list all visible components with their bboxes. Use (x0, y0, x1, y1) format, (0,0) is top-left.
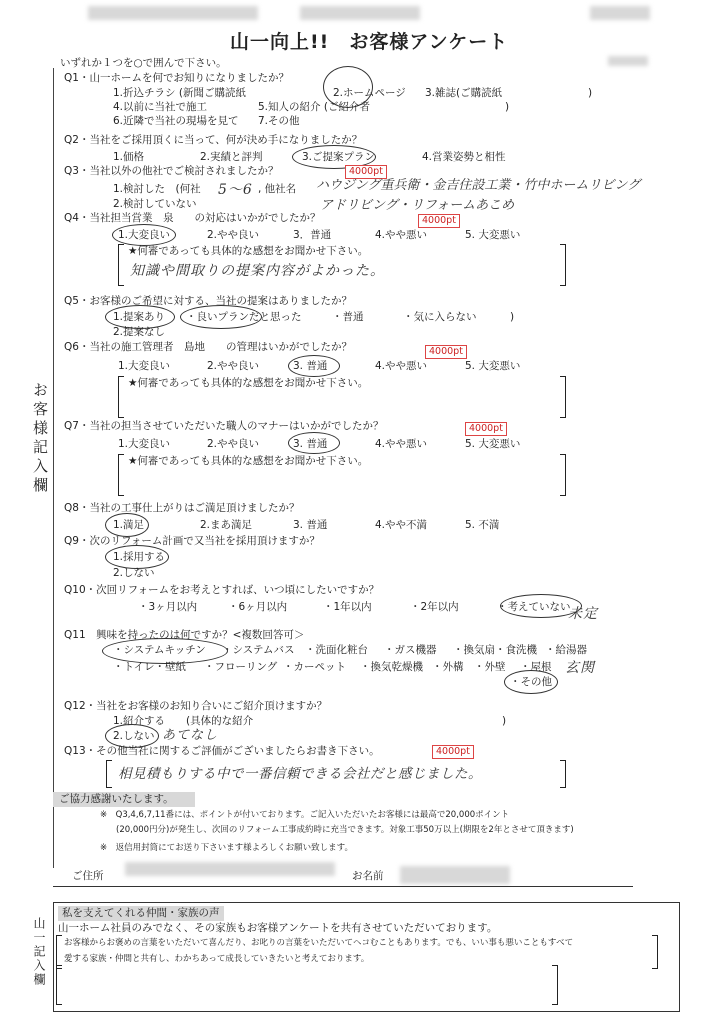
q5-option-1c: ・気に入らない (403, 311, 477, 323)
q5-option-1a: ・良いプランだと思った (186, 311, 302, 323)
q1-option-6: 6.近隣で当社の現場を見て (113, 115, 239, 127)
redacted-header-mid (300, 6, 420, 20)
q7-bracket-right (560, 454, 566, 496)
q2-option-4: 4.営業姿勢と相性 (422, 151, 506, 163)
q7-option-3: 3. 普通 (293, 438, 328, 450)
q13-question: Q13・その他当社に関するご評価がございましたらお書き下さい。 (64, 745, 380, 757)
q11-row2-item-8: ・その他 (510, 676, 552, 688)
q9-question: Q9・次のリフォーム計画で又当社を採用頂けますか？ (64, 535, 320, 547)
q5-answer-circle-2 (180, 305, 262, 329)
q11-row2-item-1: ・トイレ・壁紙 (113, 661, 186, 673)
q3-handwritten-companies-2: アドリビング・リフォームあこめ (320, 198, 515, 213)
q4-option-2: 2.やや良い (207, 229, 260, 241)
redacted-address (125, 862, 335, 876)
instruction: いずれか１つを○で囲んで下さい。 (60, 57, 227, 69)
q12-handwritten-note: あてなし (162, 728, 219, 743)
q9-option-2: 2.しない (113, 567, 155, 579)
q1-option-5: 5.知人の紹介 (ご紹介者 (258, 101, 370, 113)
q4-handwritten-comment: 知識や間取りの提案内容がよかった。 (130, 263, 385, 279)
note-1: ※ Q3,4,6,7,11番には、ポイントが付いております。ご記入いただいたお客様には最高で20,000ポイント (100, 810, 510, 820)
voice-reply-bracket-right (552, 965, 558, 1005)
q4-option-3: 3．普通 (293, 229, 332, 241)
q10-option-5: ・考えていない (497, 601, 571, 613)
q5-option-1b: ・普通 (332, 311, 364, 323)
q7-option-2: 2.やや良い (207, 438, 260, 450)
q11-question: Q11 興味を持ったのは何ですか？<複数回答可＞ (64, 629, 305, 641)
q1-close-2: ) (505, 101, 510, 113)
q10-option-1: ・3ヶ月以内 (138, 601, 198, 613)
q5-question: Q5・お客様のご希望に対する、当社の提案はありましたか？ (64, 295, 352, 307)
q12-option-2: 2.しない (113, 730, 155, 742)
q4-answer-circle (112, 224, 176, 246)
redacted-header-left (88, 6, 258, 20)
q13-points-tag: 4000pt (432, 745, 474, 759)
side-label-customer: お客様記入欄 (31, 382, 49, 496)
q11-row1-item-4: ・ガス機器 (384, 644, 437, 656)
voice-title: 私を支えてくれる仲間・家族の声 (58, 906, 224, 921)
q9-answer-circle (105, 545, 169, 569)
q11-answer-circle-2 (504, 670, 558, 694)
q10-option-3: ・1年以内 (323, 601, 372, 613)
q11-row1-item-2: ・システムバス (222, 644, 295, 656)
q1-close-1: ) (588, 87, 593, 99)
q7-question: Q7・当社の担当させていただいた職人のマナーはいかがでしたか？ (64, 420, 384, 432)
q7-option-4: 4.やや悪い (375, 438, 428, 450)
thanks-banner: ご協力感謝いたします。 (53, 792, 195, 807)
q7-points-tag: 4000pt (465, 422, 507, 436)
q3-option-2: 2.検討していない (113, 198, 197, 210)
q6-question: Q6・当社の施工管理者 島地 の管理はいかがでしたか？ (64, 341, 352, 353)
q13-handwritten-comment: 相見積もりする中で一番信頼できる会社だと感じました。 (118, 766, 482, 782)
voice-reply-bracket-left (56, 965, 62, 1005)
q6-option-1: 1.大変良い (118, 360, 171, 372)
q8-option-2: 2.まあ満足 (200, 519, 253, 531)
q10-option-4: ・2年以内 (410, 601, 459, 613)
q4-option-5: 5. 大変悪い (465, 229, 521, 241)
q6-option-4: 4.やや悪い (375, 360, 428, 372)
q8-option-4: 4.やや不満 (375, 519, 428, 531)
address-underline (53, 886, 633, 887)
name-label: お名前 (352, 870, 384, 882)
q4-bracket-right (560, 244, 566, 286)
q12-option-1: 1.紹介する (具体的な紹介 (113, 715, 254, 727)
q4-comment-prompt: ★何審であっても具体的な感想をお聞かせ下さい。 (128, 245, 369, 257)
q11-row1-item-6: ・給湯器 (545, 644, 587, 656)
q11-row1-item-1: ・システムキッチン (113, 644, 206, 656)
q12-close: ) (502, 715, 507, 727)
q6-option-2: 2.やや良い (207, 360, 260, 372)
redacted-header-right (590, 6, 650, 20)
q12-question: Q12・当社をお客様のお知り合いにご紹介頂けますか？ (64, 700, 328, 712)
q10-option-2: ・6ヶ月以内 (228, 601, 288, 613)
voice-body-2: 愛する家族・仲間と共有し、わかちあって成長していきたいと考えております。 (64, 954, 370, 964)
voice-bracket-right (652, 935, 658, 969)
q1-option-1: 1.折込チラシ (新聞ご購読紙 (113, 87, 246, 99)
q4-option-1: 1.大変良い (118, 229, 171, 241)
q3-question: Q3・当社以外の他社でご検討されましたか？ (64, 165, 279, 177)
voice-bracket-left (56, 935, 62, 969)
q6-option-3: 3. 普通 (293, 360, 328, 372)
q5-option-1: 1.提案あり (113, 311, 166, 323)
q5-close: ) (510, 311, 515, 323)
q2-option-3: 3.ご提案プラン (302, 151, 376, 163)
q9-option-1: 1.採用する (113, 551, 166, 563)
q6-points-tag: 4000pt (425, 345, 467, 359)
q13-bracket-right (560, 760, 566, 788)
q1-option-2: 2.ホームページ (333, 87, 406, 99)
q4-points-tag: 4000pt (418, 214, 460, 228)
voice-body-1: お客様からお褒めの言葉をいただいて喜んだり、お叱りの言葉をいただいてヘコむこともあります。でも、いい事も悪いこともすべて (64, 938, 574, 948)
q6-bracket-right (560, 376, 566, 418)
redacted-code (608, 56, 648, 66)
q13-bracket-left (106, 760, 112, 788)
redacted-name (400, 866, 510, 884)
q11-row1-item-3: ・洗面化粧台 (305, 644, 368, 656)
q2-option-1: 1.価格 (113, 151, 145, 163)
q10-question: Q10・次回リフォームをお考えとすれば、いつ頃にしたいですか？ (64, 584, 380, 596)
q3-option-1: 1.検討した (何社 (113, 183, 201, 195)
q6-comment-prompt: ★何審であっても具体的な感想をお聞かせ下さい。 (128, 377, 369, 389)
note-2: (20,000円分)が発生し、次回のリフォーム工事成約時に充当できます。対象工事50万以上(期限を2年とさせて頂きます) (116, 825, 574, 835)
page-title: 山一向上!! お客様アンケート (230, 31, 509, 53)
q11-row2-item-2: ・フローリング (204, 661, 278, 673)
address-label: ご住所 (72, 870, 104, 882)
q11-row2-item-7: ・屋根 (520, 661, 552, 673)
side-label-company: 山一記入欄 (32, 917, 46, 987)
q11-row2-item-6: ・外壁 (474, 661, 506, 673)
q8-option-1: 1.満足 (113, 519, 145, 531)
q7-comment-prompt: ★何審であっても具体的な感想をお聞かせ下さい。 (128, 455, 369, 467)
voice-intro: 山一ホーム社員のみでなく、その家族もお客様アンケートを共有させていただいております。 (58, 922, 498, 934)
q3-points-tag: 4000pt (345, 165, 387, 179)
q10-handwritten-note: 未定 (568, 606, 598, 622)
q4-question: Q4・当社担当営業 泉 の対応はいかがでしたか？ (64, 212, 321, 224)
q6-answer-circle (288, 355, 340, 377)
q3-handwritten-companies-1: ハウジング重兵衛・金吉住設工業・竹中ホームリビング (316, 178, 641, 193)
q7-option-1: 1.大変良い (118, 438, 171, 450)
q4-bracket-left (118, 244, 124, 286)
q1-option-3: 3.雑誌(ご購読紙 (425, 87, 503, 99)
q7-option-5: 5. 大変悪い (465, 438, 521, 450)
q1-option-7: 7.その他 (258, 115, 300, 127)
q8-option-5: 5. 不満 (465, 519, 500, 531)
q1-option-4: 4.以前に当社で施工 (113, 101, 208, 113)
q3-option-1b: , 他社名 (258, 183, 297, 195)
q3-handwritten-count: 5〜6 (218, 182, 253, 198)
note-3: ※ 返信用封筒にてお送り下さいます様よろしくお願い致します。 (100, 843, 353, 853)
q11-row2-item-5: ・外構 (432, 661, 464, 673)
q7-answer-circle (288, 432, 340, 454)
q6-option-5: 5. 大変悪い (465, 360, 521, 372)
left-border (53, 68, 54, 868)
q8-answer-circle (105, 513, 149, 537)
q2-question: Q2・当社をご採用頂くに当って、何が決め手になりましたか？ (64, 134, 363, 146)
q8-option-3: 3. 普通 (293, 519, 328, 531)
q11-handwritten-note: 玄関 (565, 660, 595, 676)
q11-row1-item-5: ・換気扇・食洗機 (453, 644, 537, 656)
q4-option-4: 4.やや悪い (375, 229, 428, 241)
q11-row2-item-3: ・カーペット (283, 661, 346, 673)
q11-row2-item-4: ・換気乾燥機 (360, 661, 423, 673)
q8-question: Q8・当社の工事仕上がりはご満足頂けましたか？ (64, 502, 300, 514)
q7-bracket-left (118, 454, 124, 496)
q1-question: Q1・山一ホームを何でお知りになりましたか？ (64, 72, 289, 84)
q6-bracket-left (118, 376, 124, 418)
q5-option-2: 2.提案なし (113, 326, 166, 338)
q2-option-2: 2.実績と評判 (200, 151, 263, 163)
